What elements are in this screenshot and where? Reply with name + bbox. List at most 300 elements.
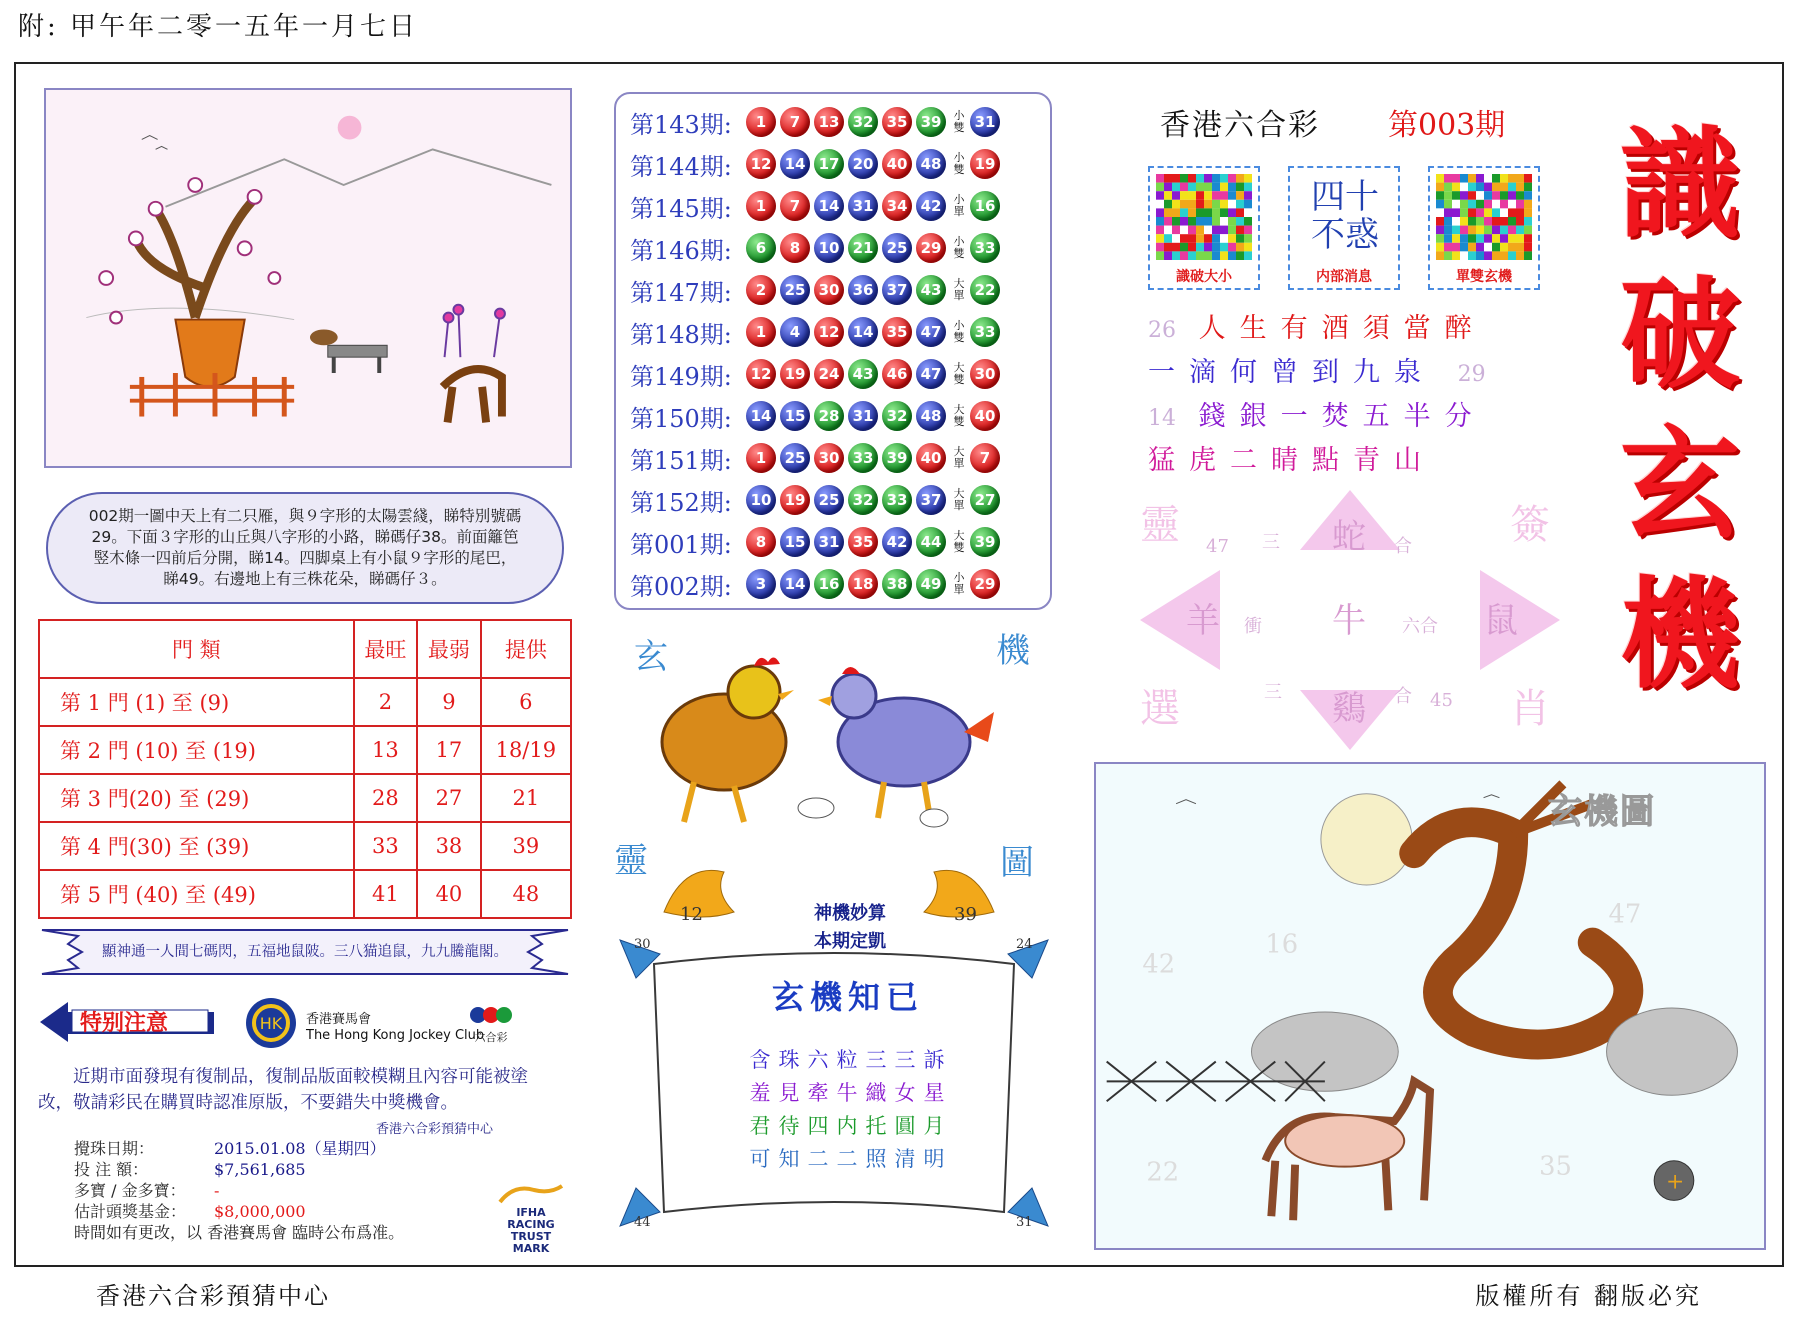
- result-ball: 6: [746, 233, 776, 263]
- result-parity: 雙: [953, 373, 965, 386]
- mosaic-tile: [1212, 183, 1220, 192]
- result-ball: 33: [882, 485, 912, 515]
- mosaic-tile: [1468, 251, 1476, 260]
- result-issue-label: 第151期:: [630, 446, 732, 475]
- gate-cell: 第 3 門(20) 至 (29): [39, 774, 354, 822]
- mosaic-tile: [1444, 174, 1452, 183]
- result-ball: 37: [916, 485, 946, 515]
- gate-cell: 40: [417, 870, 481, 918]
- mosaic-tile: [1484, 217, 1492, 226]
- result-ball: 38: [882, 569, 912, 599]
- mosaic-tile: [1188, 200, 1196, 209]
- result-ball: 25: [882, 233, 912, 263]
- mosaic-tile: [1452, 208, 1460, 217]
- result-ball: 4: [780, 317, 810, 347]
- mid-verse-line: 羞見牽牛織女星: [749, 1081, 953, 1105]
- mosaic-tile: [1436, 208, 1444, 217]
- verse-text: 猛虎二睛點青山: [1148, 445, 1435, 476]
- result-ball: 39: [882, 443, 912, 473]
- compass-small: 三: [1262, 532, 1280, 553]
- mosaic-tile: [1156, 234, 1164, 243]
- result-size: 小: [953, 193, 965, 206]
- result-ball: 1: [746, 317, 776, 347]
- mid-subtitle-line2: 本期定凱: [814, 931, 886, 952]
- result-parity: 單: [953, 457, 965, 470]
- ifha-logo: [494, 1182, 568, 1255]
- mosaic-tile: [1196, 183, 1204, 192]
- draw-info: [74, 1138, 544, 1243]
- draw-info-key: 投 注 額：: [74, 1160, 149, 1179]
- kite-number-tr: 24: [1016, 937, 1033, 952]
- mosaic-tile: [1516, 191, 1524, 200]
- mosaic-tile: [1244, 174, 1252, 183]
- results-panel: [614, 92, 1052, 610]
- result-ball: 42: [916, 191, 946, 221]
- mosaic-tile: [1212, 234, 1220, 243]
- gate-header-category: 門 類: [39, 620, 354, 678]
- result-ball: 30: [814, 443, 844, 473]
- mosaic-tile: [1492, 243, 1500, 252]
- ifha-logo-text: IFHA RACING TRUST MARK: [507, 1206, 555, 1255]
- gate-cell: 21: [481, 774, 571, 822]
- mosaic-tile: [1484, 191, 1492, 200]
- mosaic-tile: [1220, 174, 1228, 183]
- result-size-parity: [950, 236, 968, 260]
- mosaic-tile: [1524, 251, 1532, 260]
- table-row: [39, 678, 571, 726]
- big-title-char: 識: [1620, 114, 1740, 255]
- mosaic-tile: [1228, 191, 1236, 200]
- mosaic-tile: [1524, 200, 1532, 209]
- mosaic-tile: [1180, 174, 1188, 183]
- result-issue-label: 第149期:: [630, 362, 732, 391]
- result-ball: 43: [916, 275, 946, 305]
- result-size-parity: [950, 152, 968, 176]
- mosaic-tile: [1508, 200, 1516, 209]
- mosaic-tile: [1204, 243, 1212, 252]
- notice-body: 近期市面發現有復制品，復制品版面較模糊且內容可能被塗改，敬請彩民在購買時認准原版，不要錯失中獎機會。: [38, 1067, 528, 1113]
- mosaic-tile: [1228, 200, 1236, 209]
- mosaic-tile: [1220, 251, 1228, 260]
- right-verse-line: [1148, 350, 1486, 389]
- mosaic-tile: [1436, 251, 1444, 260]
- mosaic-tile: [1180, 234, 1188, 243]
- mosaic-center-text: 四十不惑: [1311, 177, 1379, 255]
- kite-number-bl: 44: [634, 1215, 651, 1230]
- mosaic-tile: [1436, 200, 1444, 209]
- mosaic-tile: [1492, 226, 1500, 235]
- mid-verse: [706, 1044, 996, 1176]
- compass-corner: 簽: [1510, 502, 1550, 548]
- mosaic-tile: [1436, 217, 1444, 226]
- hint-banner: [38, 924, 572, 980]
- mosaic-tile: [1180, 183, 1188, 192]
- result-ball: 37: [882, 275, 912, 305]
- result-special-ball: 29: [970, 569, 1000, 599]
- gate-cell: 33: [354, 822, 418, 870]
- verse-hint-number: 14: [1148, 406, 1176, 431]
- brand-name: 香港六合彩: [1160, 108, 1320, 143]
- result-size-parity: [950, 404, 968, 428]
- mosaic-tile: [1444, 226, 1452, 235]
- corner-char-bl: 靈: [614, 841, 648, 881]
- mosaic-tile: [1188, 183, 1196, 192]
- mosaic-tile: [1452, 183, 1460, 192]
- notice-tag-label: 特别注意: [80, 1011, 169, 1036]
- mosaic-tile: [1212, 200, 1220, 209]
- result-size-parity: [950, 278, 968, 302]
- mosaic-tile: [1452, 251, 1460, 260]
- result-parity: 雙: [953, 163, 965, 176]
- mosaic-tile: [1468, 208, 1476, 217]
- mosaic-tile: [1204, 234, 1212, 243]
- mosaic-tile: [1228, 174, 1236, 183]
- result-row: [630, 522, 1004, 562]
- mosaic-tile: [1188, 243, 1196, 252]
- mosaic-tile: [1236, 217, 1244, 226]
- mosaic-tile: [1220, 226, 1228, 235]
- mosaic-tile: [1516, 226, 1524, 235]
- horse-left-number: 12: [680, 904, 703, 925]
- mosaic-tile: [1508, 217, 1516, 226]
- mosaic-tile: [1468, 226, 1476, 235]
- result-ball: 13: [814, 107, 844, 137]
- gate-cell: 18/19: [481, 726, 571, 774]
- gate-cell: 28: [354, 774, 418, 822]
- mosaic-tile: [1500, 234, 1508, 243]
- result-ball: 34: [882, 191, 912, 221]
- mosaic-tile: [1164, 251, 1172, 260]
- mosaic-tile: [1452, 217, 1460, 226]
- draw-info-row: [74, 1159, 544, 1180]
- result-ball: 19: [780, 485, 810, 515]
- mosaic-tile: [1196, 243, 1204, 252]
- mosaic-tile: [1492, 191, 1500, 200]
- mid-verse-line: 君待四内托圓月: [749, 1114, 953, 1138]
- hint-banner-text: 顯神通一人間七碼閃，五福地鼠陂。三八猫追鼠，九九騰龍閣。: [102, 944, 508, 960]
- mosaic-tile: [1220, 191, 1228, 200]
- result-parity: 雙: [953, 541, 965, 554]
- right-verse-line: [1148, 306, 1486, 345]
- mosaic-tile: [1436, 191, 1444, 200]
- result-ball: 8: [746, 527, 776, 557]
- result-size: 大: [953, 529, 965, 542]
- result-ball: 3: [746, 569, 776, 599]
- mosaic-tile: [1180, 226, 1188, 235]
- mosaic-tile: [1452, 200, 1460, 209]
- corner-char-tr: 機: [996, 631, 1030, 671]
- result-size-parity: [950, 194, 968, 218]
- compass-center: 牛: [1332, 601, 1366, 641]
- hidden-number: 22: [1146, 1157, 1180, 1188]
- mosaic-tile: [1156, 183, 1164, 192]
- mosaic-tile: [1476, 191, 1484, 200]
- result-ball: 46: [882, 359, 912, 389]
- mosaic-tile: [1212, 217, 1220, 226]
- mosaic-tile: [1500, 183, 1508, 192]
- hen-right-illustration: [818, 667, 994, 818]
- mosaic-tile: [1172, 174, 1180, 183]
- mosaic-tile: [1188, 226, 1196, 235]
- mosaic-tile: [1236, 234, 1244, 243]
- big-title: [1600, 110, 1760, 710]
- mosaic-tile: [1196, 217, 1204, 226]
- result-special-ball: 30: [970, 359, 1000, 389]
- result-ball: 31: [848, 401, 878, 431]
- mosaic-tile: [1460, 226, 1468, 235]
- mosaic-tile: [1244, 251, 1252, 260]
- mosaic-tile: [1156, 226, 1164, 235]
- mosaic-tile: [1460, 243, 1468, 252]
- gate-cell: 27: [417, 774, 481, 822]
- mosaic-tile: [1492, 200, 1500, 209]
- mosaic-tile: [1476, 243, 1484, 252]
- mosaic-tile: [1156, 208, 1164, 217]
- gate-cell: 9: [417, 678, 481, 726]
- compass-left: 羊: [1186, 601, 1220, 641]
- result-size: 小: [953, 319, 965, 332]
- result-size: 大: [953, 445, 965, 458]
- result-special-ball: 39: [970, 527, 1000, 557]
- result-size-parity: [950, 572, 968, 596]
- gate-cell: 41: [354, 870, 418, 918]
- mosaic-tile: [1436, 183, 1444, 192]
- mosaic-tile: [1164, 217, 1172, 226]
- mosaic-tile: [1516, 208, 1524, 217]
- right-verse-line: [1148, 394, 1486, 433]
- mosaic-tile: [1196, 234, 1204, 243]
- result-ball: 31: [814, 527, 844, 557]
- table-row: [39, 822, 571, 870]
- compass-corner: 選: [1140, 686, 1180, 732]
- mosaic-tile: [1492, 183, 1500, 192]
- hkjc-logo: [244, 996, 298, 1050]
- date-line: 附: 甲午年二零一五年一月七日: [18, 12, 419, 42]
- mosaic-tile: [1524, 217, 1532, 226]
- mosaic-grid: [1436, 174, 1532, 260]
- result-issue-label: 第146期:: [630, 236, 732, 265]
- result-special-ball: 40: [970, 401, 1000, 431]
- result-ball: 7: [780, 191, 810, 221]
- mosaic-tile: [1476, 200, 1484, 209]
- mosaic-tile: [1460, 191, 1468, 200]
- mosaic-tile: [1508, 208, 1516, 217]
- mosaic-tile: [1500, 200, 1508, 209]
- result-special-ball: 33: [970, 317, 1000, 347]
- notice-tag: [38, 1000, 216, 1044]
- result-ball: 21: [848, 233, 878, 263]
- big-title-char: 破: [1620, 264, 1740, 405]
- mosaic-tile: [1212, 191, 1220, 200]
- mosaic-tile: [1524, 208, 1532, 217]
- result-size: 大: [953, 277, 965, 290]
- riddle-text: 002期一圖中天上有二只雁，與９字形的太陽雲綫，睇特別號碼29。下面３字形的山丘與八字形的小路，睇碼仔38。前面籬笆竪木條一四前后分開，睇14。四脚桌上有小鼠９字形的尾巴，睇49。右邊地上有三株花朵，睇碼仔３。: [46, 492, 564, 604]
- result-ball: 14: [780, 149, 810, 179]
- mosaic-tile: [1204, 217, 1212, 226]
- mosaic-tile: [1164, 183, 1172, 192]
- mosaic-tile: [1196, 200, 1204, 209]
- result-ball: 12: [746, 359, 776, 389]
- gate-header-hot: 最旺: [354, 620, 418, 678]
- mosaic-tile: [1220, 217, 1228, 226]
- result-ball: 29: [916, 233, 946, 263]
- mosaic-tile: [1172, 217, 1180, 226]
- mosaic-tile: [1436, 243, 1444, 252]
- result-size: 大: [953, 403, 965, 416]
- mosaic-tile: [1220, 234, 1228, 243]
- result-ball: 24: [814, 359, 844, 389]
- svg-text:+: +: [1666, 1169, 1685, 1195]
- gate-cell: 17: [417, 726, 481, 774]
- hidden-number: 42: [1142, 949, 1176, 980]
- mosaic-tile: [1524, 243, 1532, 252]
- mosaic-tile: [1236, 208, 1244, 217]
- mosaic-tile: [1508, 226, 1516, 235]
- mosaic-tile: [1212, 243, 1220, 252]
- mosaic-tile: [1204, 200, 1212, 209]
- corner-char-br: 圖: [1000, 843, 1034, 883]
- verse-text: 一滴何曾到九泉: [1148, 357, 1435, 388]
- mosaic-tile: [1524, 226, 1532, 235]
- mosaic-tile: [1524, 191, 1532, 200]
- mosaic-tile: [1220, 183, 1228, 192]
- result-ball: 12: [746, 149, 776, 179]
- mosaic-tile: [1492, 251, 1500, 260]
- mosaic-tile: [1244, 183, 1252, 192]
- result-ball: 40: [882, 149, 912, 179]
- mosaic-tile: [1156, 200, 1164, 209]
- draw-info-key: 多寶 / 金多寶：: [74, 1181, 186, 1200]
- gate-cell: 13: [354, 726, 418, 774]
- mosaic-tile: [1508, 234, 1516, 243]
- gate-table: [38, 619, 572, 919]
- mosaic-tile: [1516, 217, 1524, 226]
- mosaic-tile: [1516, 243, 1524, 252]
- result-size: 小: [953, 109, 965, 122]
- mosaic-tile: [1460, 183, 1468, 192]
- footer-right: 版權所有 翻版必究: [1475, 1282, 1702, 1310]
- result-special-ball: 22: [970, 275, 1000, 305]
- compass-corner: 靈: [1140, 502, 1180, 548]
- result-ball: 19: [780, 359, 810, 389]
- mosaic-caption: 識破大小: [1176, 269, 1232, 285]
- result-special-ball: 7: [970, 443, 1000, 473]
- mosaic-tile: [1468, 183, 1476, 192]
- result-special-ball: 33: [970, 233, 1000, 263]
- result-ball: 1: [746, 107, 776, 137]
- result-size: 小: [953, 151, 965, 164]
- mosaic-tile: [1172, 200, 1180, 209]
- mosaic-tile: [1172, 226, 1180, 235]
- mosaic-tile: [1156, 191, 1164, 200]
- notice-signature: 香港六合彩預猜中心: [376, 1122, 494, 1137]
- mid-subtitle: [760, 900, 940, 956]
- result-ball: 25: [814, 485, 844, 515]
- mosaic-tile: [1212, 251, 1220, 260]
- mosaic-tile: [1436, 234, 1444, 243]
- compass-small: 六合: [1402, 616, 1438, 637]
- compass-small: 衝: [1244, 616, 1262, 637]
- hkjc-name-en: The Hong Kong Jockey Club: [306, 1028, 485, 1043]
- mosaic-tile: [1156, 174, 1164, 183]
- compass-up: 蛇: [1332, 517, 1366, 557]
- mosaic-tile: [1524, 174, 1532, 183]
- mid-subtitle-line1: 神機妙算: [814, 903, 886, 924]
- result-ball: 8: [780, 233, 810, 263]
- mosaic-tile: [1452, 243, 1460, 252]
- big-title-char: 玄: [1620, 414, 1740, 555]
- mosaic-tile: [1452, 174, 1460, 183]
- riddle-picture: [44, 88, 572, 468]
- mosaic-tile: [1172, 234, 1180, 243]
- mosaic-tile: [1204, 183, 1212, 192]
- result-ball: 14: [746, 401, 776, 431]
- mosaic-tile: [1212, 208, 1220, 217]
- result-ball: 35: [848, 527, 878, 557]
- mosaic-tile: [1460, 200, 1468, 209]
- result-row: [630, 396, 1004, 436]
- mosaic-tile: [1484, 208, 1492, 217]
- result-parity: 單: [953, 583, 965, 596]
- result-ball: 49: [916, 569, 946, 599]
- compass-small: 合: [1394, 686, 1412, 707]
- result-ball: 28: [814, 401, 844, 431]
- mosaic-tile: [1476, 217, 1484, 226]
- result-row: [630, 186, 1004, 226]
- mosaic-tile: [1484, 226, 1492, 235]
- mosaic-tile: [1196, 226, 1204, 235]
- mid-verse-line: 可知二二照清明: [749, 1147, 953, 1171]
- result-ball: 36: [848, 275, 878, 305]
- gate-cell: 第 4 門(30) 至 (39): [39, 822, 354, 870]
- mosaic-tile: [1484, 183, 1492, 192]
- compass-small: 合: [1394, 536, 1412, 557]
- mosaic-tile: [1236, 200, 1244, 209]
- mosaic-tile: [1484, 234, 1492, 243]
- result-ball: 42: [882, 527, 912, 557]
- result-issue-label: 第144期:: [630, 152, 732, 181]
- draw-info-value: $7,561,685: [214, 1160, 306, 1179]
- result-ball: 35: [882, 107, 912, 137]
- mosaic-tile: [1164, 243, 1172, 252]
- result-issue-label: 第147期:: [630, 278, 732, 307]
- result-ball: 33: [848, 443, 878, 473]
- mosaic-tile: [1172, 208, 1180, 217]
- result-size: 大: [953, 487, 965, 500]
- mosaic-tile: [1484, 251, 1492, 260]
- result-issue-label: 第148期:: [630, 320, 732, 349]
- horse-right-number: 39: [954, 904, 977, 925]
- mosaic-tile: [1436, 174, 1444, 183]
- draw-info-footnote: 時間如有更改，以 香港賽馬會 臨時公布爲准。: [74, 1223, 405, 1242]
- table-row: [39, 726, 571, 774]
- mosaic-tile: [1460, 251, 1468, 260]
- result-ball: 43: [848, 359, 878, 389]
- result-issue-label: 第152期:: [630, 488, 732, 517]
- mosaic-tile: [1236, 251, 1244, 260]
- result-ball: 40: [916, 443, 946, 473]
- draw-info-key: 估計頭獎基金：: [74, 1202, 187, 1221]
- mosaic-tile: [1444, 234, 1452, 243]
- mosaic-tile: [1156, 243, 1164, 252]
- mosaic-box-size: [1148, 166, 1260, 290]
- mosaic-grid: [1156, 174, 1252, 260]
- mosaic-tile: [1228, 208, 1236, 217]
- mosaic-tile: [1460, 217, 1468, 226]
- result-parity: 雙: [953, 331, 965, 344]
- result-parity: 單: [953, 499, 965, 512]
- mosaic-tile: [1444, 183, 1452, 192]
